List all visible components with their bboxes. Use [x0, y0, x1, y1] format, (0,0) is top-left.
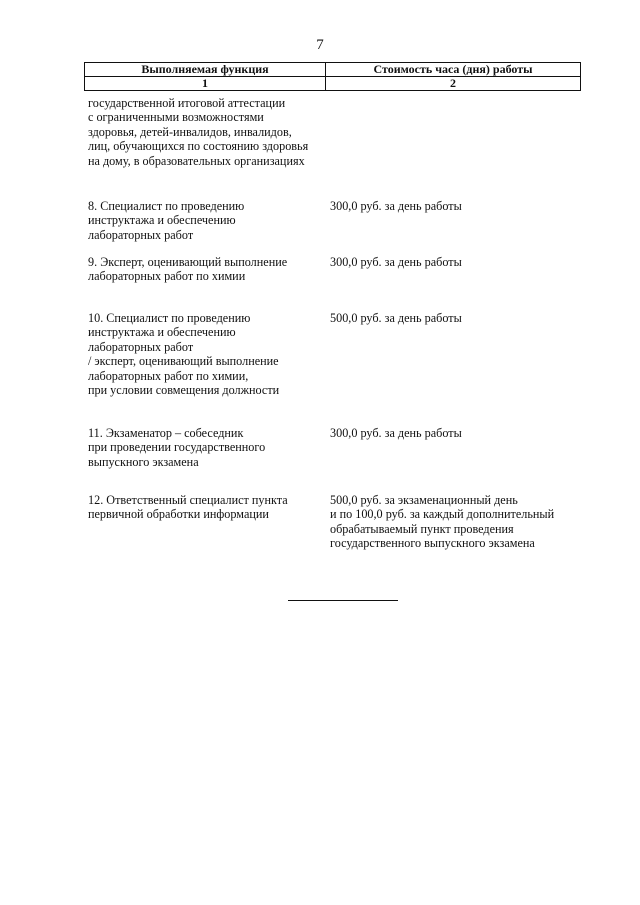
function-line: на дому, в образовательных организациях: [88, 153, 305, 168]
cost-cell: [330, 426, 590, 440]
header-cost-title: Стоимость часа (дня) работы: [326, 63, 581, 77]
function-cell: [88, 199, 328, 242]
cost-line: 300,0 руб. за день работы: [330, 199, 462, 213]
function-cell: [88, 96, 328, 168]
function-line: выпускного экзамена: [88, 454, 199, 469]
cost-cell: [330, 255, 590, 269]
cost-line: 500,0 руб. за экзаменационный день: [330, 493, 518, 507]
function-line: лабораторных работ: [88, 227, 194, 242]
function-line: лабораторных работ по химии,: [88, 368, 249, 383]
cost-line: 300,0 руб. за день работы: [330, 255, 462, 269]
function-line: лабораторных работ по химии: [88, 269, 246, 284]
function-line: / эксперт, оценивающий выполнение: [88, 354, 279, 369]
cost-line: 500,0 руб. за день работы: [330, 311, 462, 325]
function-cell: [88, 311, 328, 397]
cost-cell: [330, 493, 590, 551]
function-line: лабораторных работ: [88, 339, 194, 354]
function-line: здоровья, детей-инвалидов, инвалидов,: [88, 124, 292, 139]
page-number: 7: [316, 37, 324, 53]
cost-cell: [330, 199, 590, 213]
function-line: инструктажа и обеспечению: [88, 325, 236, 340]
function-line: первичной обработки информации: [88, 507, 269, 522]
end-of-document-rule: [288, 600, 398, 601]
header-column-number-2: 2: [326, 77, 581, 91]
function-cell: [88, 426, 328, 469]
cost-line: и по 100,0 руб. за каждый дополнительный: [330, 507, 555, 522]
table-header: [84, 62, 581, 91]
header-row-titles: [85, 63, 581, 77]
cost-cell: [330, 311, 590, 325]
function-line: 8. Специалист по проведению: [88, 199, 245, 213]
function-cell: [88, 255, 328, 284]
function-line: 12. Ответственный специалист пункта: [88, 493, 288, 507]
cost-line: обрабатываемый пункт проведения: [330, 521, 514, 536]
function-line: 10. Специалист по проведению: [88, 311, 251, 325]
cost-line: 300,0 руб. за день работы: [330, 426, 462, 440]
function-line: 11. Экзаменатор – собеседник: [88, 426, 244, 440]
function-line: с ограниченными возможностями: [88, 110, 264, 125]
header-function-title: Выполняемая функция: [85, 63, 326, 77]
function-line: при проведении государственного: [88, 440, 266, 455]
function-line: при условии совмещения должности: [88, 383, 280, 398]
function-line: государственной итоговой аттестации: [88, 96, 286, 110]
function-cell: [88, 493, 328, 522]
header-row-numbers: [85, 77, 581, 91]
function-line: инструктажа и обеспечению: [88, 213, 236, 228]
header-column-number-1: 1: [85, 77, 326, 91]
cost-line: государственного выпускного экзамена: [330, 536, 535, 551]
function-line: лиц, обучающихся по состоянию здоровья: [88, 139, 309, 154]
function-line: 9. Эксперт, оценивающий выполнение: [88, 255, 288, 269]
